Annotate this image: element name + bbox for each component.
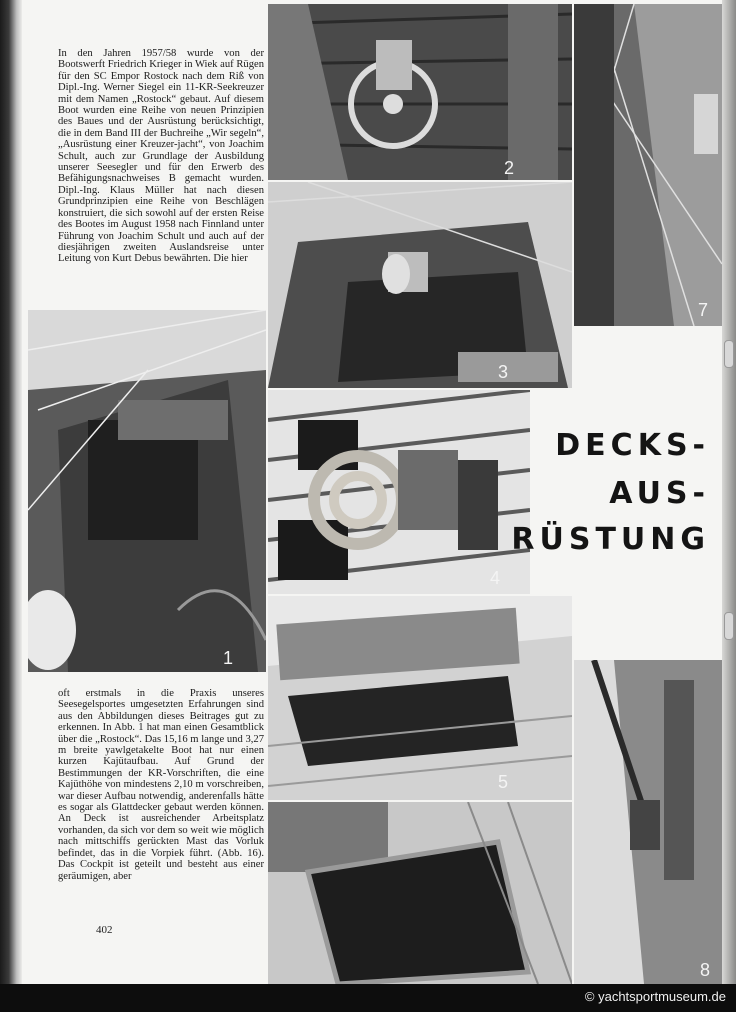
photo-7-image <box>574 4 722 326</box>
photo-2-image <box>268 4 572 180</box>
title-line-2: AUS- <box>609 476 710 511</box>
photo-6-hatch-open <box>268 802 572 984</box>
photo-1-image <box>28 310 266 672</box>
photo-1-yacht-overview <box>28 310 266 672</box>
photo-2-number: 2 <box>504 158 515 178</box>
photo-8-image <box>574 660 722 984</box>
photo-5-number: 5 <box>498 772 509 792</box>
photo-3-image <box>268 182 572 388</box>
photo-3-cockpit <box>268 182 572 388</box>
binder-hole <box>724 340 734 368</box>
title-line-1: DECKS- <box>555 428 710 463</box>
photo-7-deck-rigging <box>574 4 722 326</box>
photo-6-image <box>268 802 572 984</box>
copyright-credit: © yachtsportmuseum.de <box>584 989 726 1004</box>
photo-5-hatch <box>268 596 572 800</box>
photo-4-winch-rope <box>268 390 530 594</box>
photo-2-steering-wheel <box>268 4 572 180</box>
photo-8-mast-fitting <box>574 660 722 984</box>
page-number: 402 <box>96 924 113 936</box>
title-line-3: RÜSTUNG <box>511 522 710 557</box>
photo-3-number: 3 <box>498 362 509 382</box>
intro-paragraph: In den Jahren 1957/58 wurde von der Bootswerft Friedrich Krieger in Wiek auf Rügen für den SC Empor Rostock nach dem Riß von Dipl.-Ing. Werner Siegel ein 11-KR-Seekreuzer mit dem Namen „Rostock“ gebaut. Auf diesem Boot wurden eine Reihe von neuen Prinzipien des Baues und der Ausrüstung berücksichtigt, die in dem Band III der Buchreihe „Wir segeln“, „Ausrüstung einer Kreuzer-jacht“, von Joachim Schult, auch zur Grundlage der Ausbildung unserer Seesegler und für den Erwerb des Befähigungsnachweises B gemacht wurden. Dipl.-Ing. Klaus Müller hat nach diesen Grundprinzipien eine Reihe von Beschlägen konstruiert, die sich sowohl auf der ersten Reise des Bootes im August 1958 nach Finnland unter Führung von Joachim Schult und auch auf der diesjährigen zweiten Auslandsreise unter Leitung von Kurt Debus bewährten. Die hier <box>58 48 264 265</box>
photo-5-image <box>268 596 572 800</box>
body-paragraph: oft erstmals in die Praxis unseres Seesegelsportes umgesetzten Erfahrungen sind aus den Abbildungen dieses Beitrages gut zu erkennen. In Abb. 1 hat man einen Gesamtblick über die „Rostock“. Das 15,16 m lange und 3,27 m breite yawlgetakelte Boot hat nur einen kurzen Kajütaufbau. Auf Grund der Bestimmungen der KR-Vorschriften, die eine Kajüthöhe von mindestens 2,10 m vorschreiben, war dieser Aufbau notwendig, anderenfalls hätte es sogar als Glattdecker gebaut werden können. An Deck ist ausreichender Arbeitsplatz vorhanden, da sich vor dem so weit wie möglich nach mittschiffs gerückten Mast das Vorluk befindet, das in die Vorpiek führt. (Abb. 16). Das Cockpit ist geteilt und besteht aus einer geräumigen, aber <box>58 688 264 882</box>
photo-8-number: 8 <box>700 960 711 980</box>
photo-1-number: 1 <box>223 648 234 668</box>
book-spine <box>0 0 22 1012</box>
page-edge <box>722 0 736 984</box>
photo-4-image <box>268 390 530 594</box>
photo-7-number: 7 <box>698 300 709 320</box>
binder-hole <box>724 612 734 640</box>
photo-4-number: 4 <box>490 568 501 588</box>
